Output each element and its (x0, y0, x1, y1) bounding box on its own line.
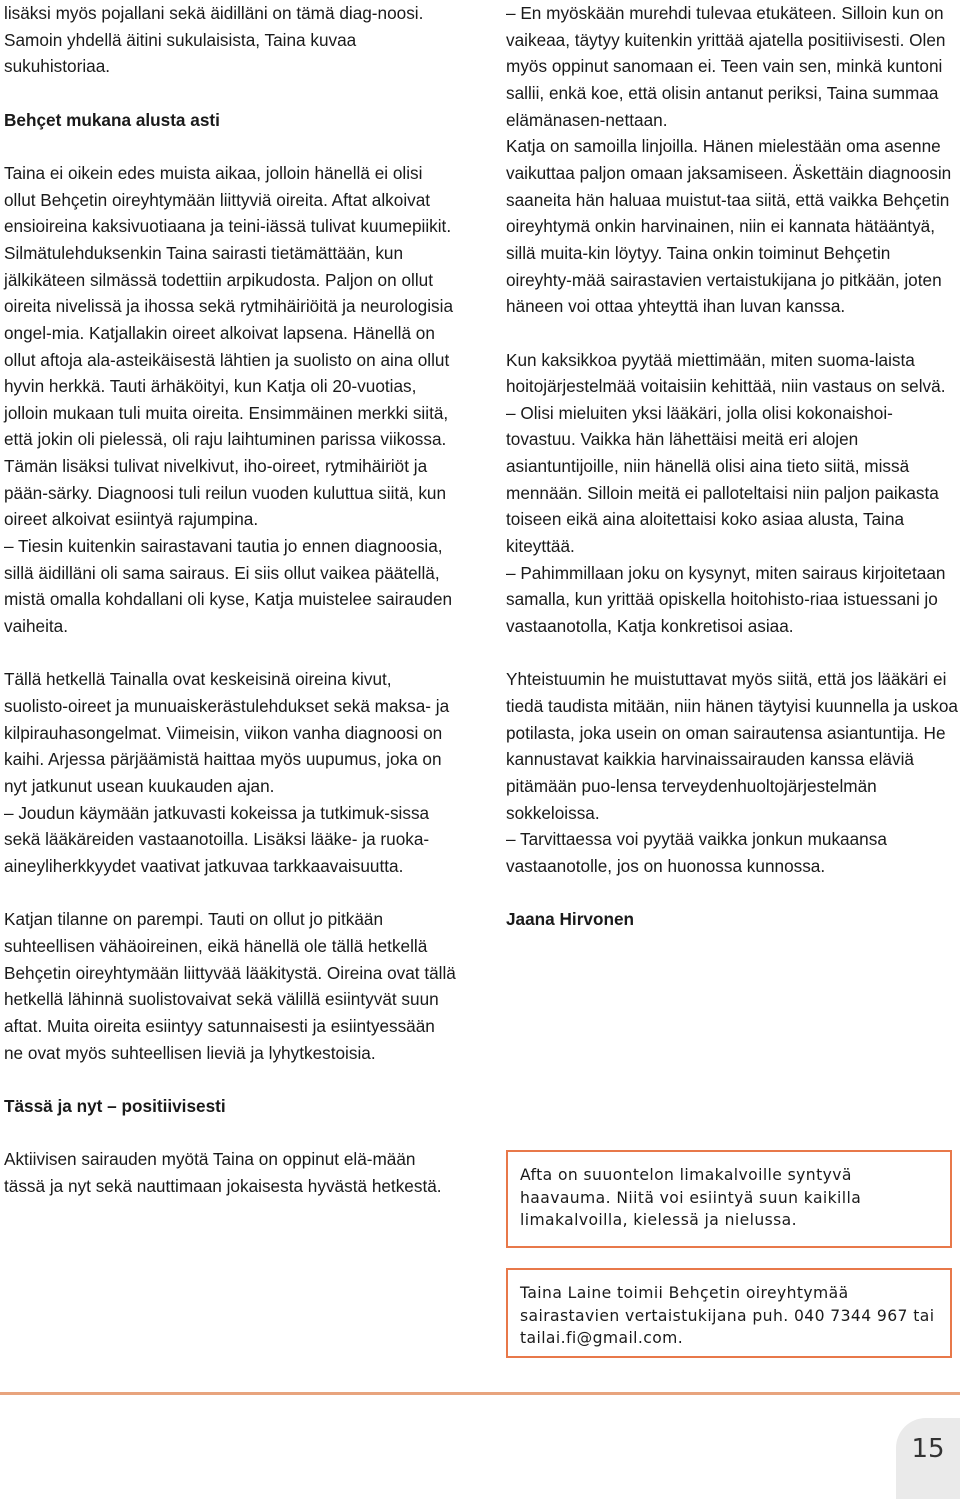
intro-paragraph: lisäksi myös pojallani sekä äidilläni on tämä diag-noosi. Samoin yhdellä äitini sukulaisista, Taina kuvaa sukuhistoriaa. (4, 3, 424, 77)
info-box-text: Taina Laine toimii Behçetin oireyhtymää sairastavien vertaistukijana puh. 040 7344 967 tai tailai.fi@gmail.com. (520, 1284, 935, 1347)
info-box-text: Afta on suuontelon limakalvoille syntyvä haavauma. Niitä voi esiintyä suun kaikilla limakalvoilla, kielessä ja nielussa. (520, 1166, 862, 1229)
quote-paragraph: – Olisi mieluiten yksi lääkäri, jolla olisi kokonaishoi-tovastuu. Vaikka hän lähettäisi meitä eri alojen asiantuntijoille, niin hänellä olisi aina tieto siitä, missä mennään. Silloin meitä ei palloteltaisi niin paljon paikasta toiseen eikä aina aloitettaisi koko asiaa alusta, Taina kiteyttää. (506, 402, 939, 557)
body-paragraph: Yhteistuumin he muistuttavat myös siitä, että jos lääkäri ei tiedä taudista mitään, niin hänen täytyisi kuunnella ja uskoa potilasta, joka usein on oman sairautensa asiantuntija. He kannustavat kaikkia harvinaissairauden kanssa eläviä pitämään puo-lensa terveydenhuoltojärjestelmän sokkeloissa. (506, 669, 958, 823)
info-box-afta (506, 1150, 952, 1248)
section-heading: Behçet mukana alusta asti (4, 109, 220, 130)
left-column (4, 0, 456, 1199)
footer-rule (0, 1392, 960, 1395)
quote-paragraph: – En myöskään murehdi tulevaa etukäteen. Silloin kun on vaikeaa, täytyy kuitenkin yrittää ajatella positiivisesti. Olen myös oppinut sanomaan ei. Teen vain sen, minkä kuntoni sallii, enkä koe, että olisin antanut periksi, Taina summaa elämänasen-nettaan. (506, 3, 946, 130)
section-heading: Tässä ja nyt – positiivisesti (4, 1095, 226, 1116)
info-box-contact (506, 1268, 952, 1358)
quote-paragraph: – Joudun käymään jatkuvasti kokeissa ja tutkimuk-sissa sekä lääkäreiden vastaanotoilla. Lisäksi lääke- ja ruoka-aineyliherkkyydet vaativat jatkuvaa tarkkaavaisuutta. (4, 802, 430, 876)
body-paragraph: Aktiivisen sairauden myötä Taina on oppinut elä-mään tässä ja nyt sekä nauttimaan jokaisesta hyvästä hetkestä. (4, 1149, 442, 1196)
author-byline: Jaana Hirvonen (506, 909, 634, 930)
quote-paragraph: – Tarvittaessa voi pyytää vaikka jonkun mukaansa vastaanotolle, jos on huonossa kunnossa. (506, 829, 887, 876)
right-column (506, 0, 958, 933)
quote-paragraph: – Tiesin kuitenkin sairastavani tautia jo ennen diagnoosia, sillä äidilläni oli sama sairaus. Ei siis ollut vaikea päätellä, mistä omalla kohdallani oli kyse, Katja muistelee sairauden vaiheita. (4, 536, 453, 637)
quote-paragraph: – Pahimmillaan joku on kysynyt, miten sairaus kirjoitetaan samalla, kun yrittää opiskella hoitohisto-riaa istuessani jo vastaanotolla, Katja konkretisoi asiaa. (506, 562, 946, 637)
body-paragraph: Tällä hetkellä Tainalla ovat keskeisinä oireina kivut, suolisto-oireet ja munuaiskerästulehdukset sekä maksa- ja kilpirauhasongelmat. Viimeisin, viikon vanha diagnoosi on kaihi. Arjessa pärjäämistä haittaa myös uupumus, joka on nyt jatkunut usean kuukauden ajan. (4, 669, 450, 796)
page-number: 15 (911, 1434, 945, 1464)
body-paragraph: Katja on samoilla linjoilla. Hänen mielestään oma asenne vaikuttaa paljon omaan jaksamiseen. Äskettäin diagnoosin saaneita hän haluaa muistut-taa siitä, että vaikka Behçetin oireyhtymä onkin harvinainen, niin ei kannata hätääntyä, sillä muita-kin löytyy. Taina onkin toiminut Behçetin oireyhty-mää sairastavien vertaistukijana jo pitkään, joten häneen voi ottaa yhteyttä ihan luvan kanssa. (506, 136, 952, 317)
body-paragraph: Taina ei oikein edes muista aikaa, jolloin hänellä ei olisi ollut Behçetin oireyhtymään liittyviä oireita. Aftat alkoivat ensioireina kaksivuotiaana ja teini-iässä tulivat kuumepiikit. Silmätulehduksenkin Taina sairasti tietämättään, kun jälkikäteen silmässä todettiin arpikudosta. Paljon on ollut oireita nivelissä ja ihossa sekä rytmihäiriöitä ja neurologisia ongel-mia. Katjallakin oireet alkoivat lapsena. Hänellä on ollut aftoja ala-asteikäisestä lähtien ja suolisto on aina ollut hyvin herkkä. Tauti ärhäköityi, kun Katja oli 20-vuotias, jolloin mukaan tuli muita oireita. Ensimmäinen merkki siitä, että jokin oli pielessä, oli raju laihtuminen parissa viikossa. Tämän lisäksi tulivat nivelkivut, iho-oireet, rytmihäiriöt ja pään-särky. Diagnoosi tuli reilun vuoden kuluttua siitä, kun oireet alkoivat esiintyä rajumpina. (4, 162, 453, 530)
body-paragraph: Kun kaksikkoa pyytää miettimään, miten suoma-laista hoitojärjestelmää voitaisiin kehittää, niin vastaus on selvä. (506, 349, 946, 397)
body-paragraph: Katjan tilanne on parempi. Tauti on ollut jo pitkään suhteellisen vähäoireinen, eikä hänellä ole tällä hetkellä Behçetin oireyhtymään liittyvää lääkitystä. Oireina ovat tällä hetkellä lähinnä suolistovaivat sekä välillä esiintyvät suun aftat. Muita oireita esiintyy satunnaisesti ja esiintyessään ne ovat myös suhteellisen lieviä ja lyhytkestoisia. (4, 909, 456, 1063)
